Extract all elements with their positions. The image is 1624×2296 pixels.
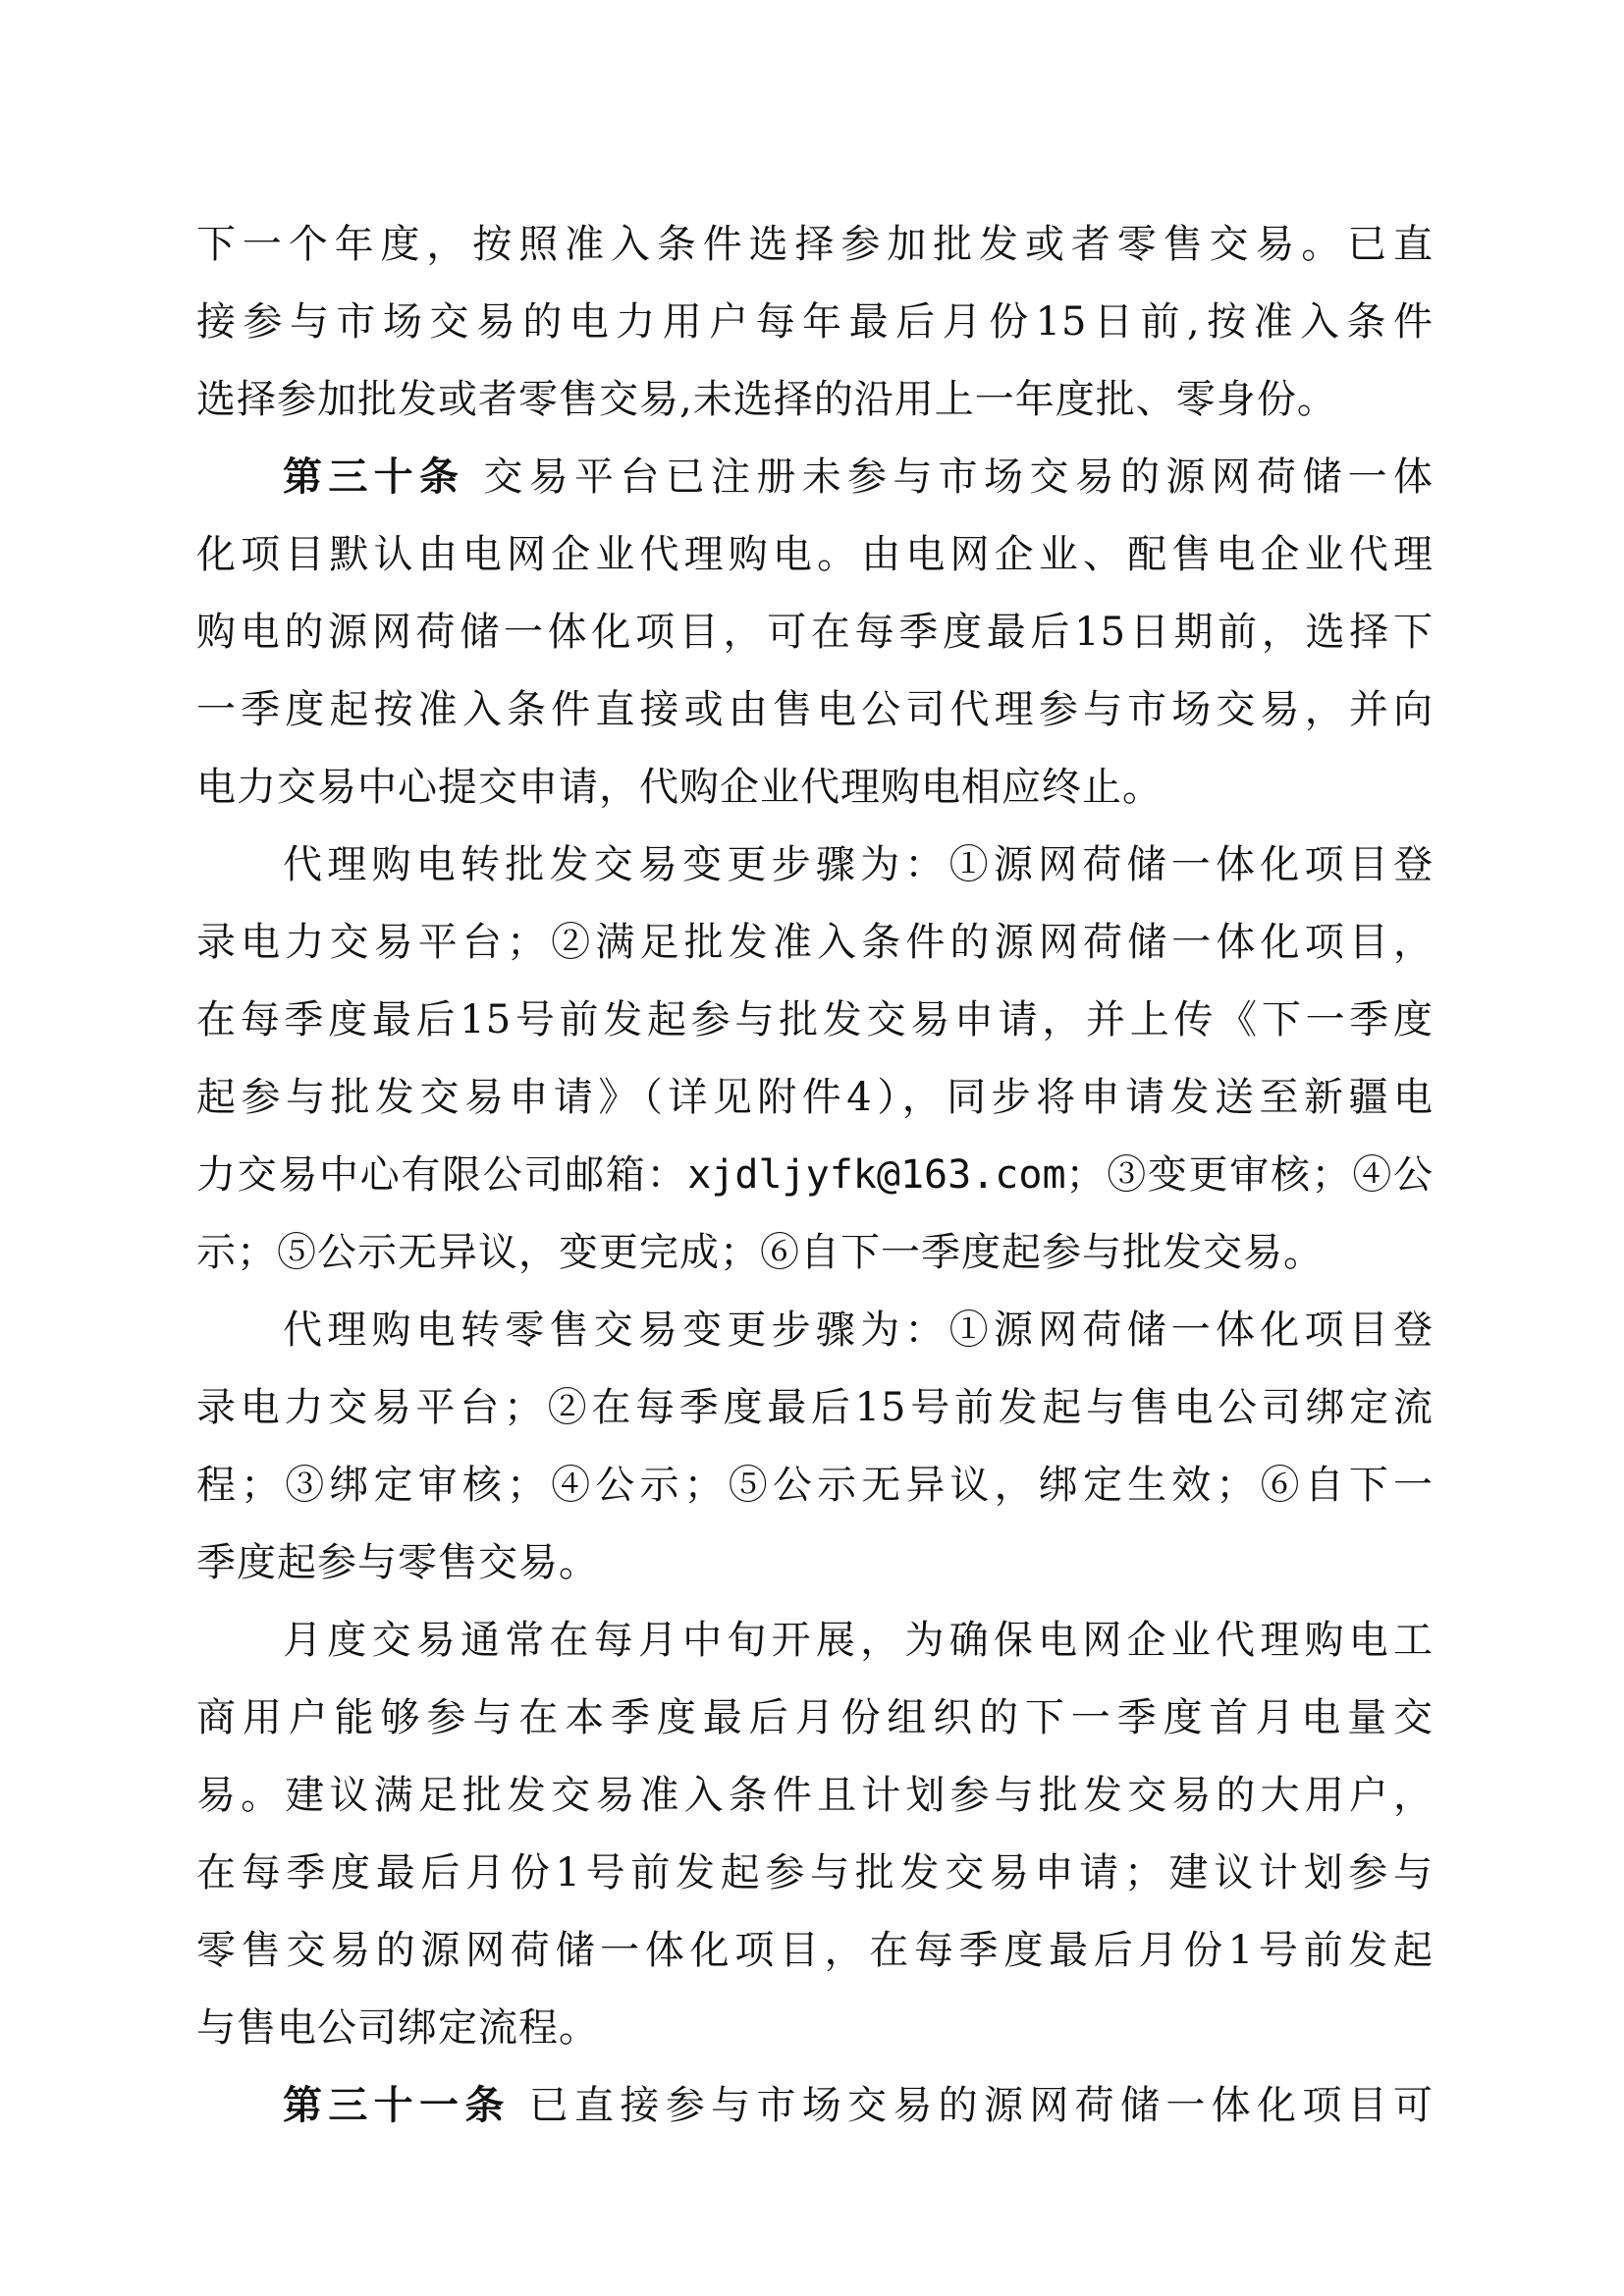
text-line [196,671,1434,749]
line-text: 已直接参与市场交易的源网荷储一体化项目可 [510,2083,1434,2128]
text-line [196,1757,1434,1835]
text-line [196,361,1434,439]
text-line [196,594,1434,671]
text-line [196,1059,1434,1137]
text-line [196,1680,1434,1757]
text-line [196,1912,1434,1990]
text-line [196,206,1434,284]
text-line [196,749,1434,827]
line-text: 购电的源网荷储一体化项目，可在每季度最后15日期前，选择下 [196,610,1434,655]
text-line [196,1835,1434,1912]
line-text: 商用户能够参与在本季度最后月份组织的下一季度首月电量交 [196,1695,1434,1740]
line-text: 接参与市场交易的电力用户每年最后月份15日前,按准入条件 [196,299,1434,345]
article-heading-31: 第三十一条 [283,2083,511,2128]
line-text: 交易平台已注册未参与市场交易的源网荷储一体 [464,454,1434,500]
line-text: 月度交易通常在每月中旬开展，为确保电网企业代理购电工 [283,1618,1434,1663]
line-text: 录电力交易平台；②满足批发准入条件的源网荷储一体化项目， [196,920,1434,965]
line-text: 选择参加批发或者零售交易,未选择的沿用上一年度批、零身份。 [196,377,1337,422]
line-text: 力交易中心有限公司邮箱： [196,1152,688,1198]
text-line [196,1214,1434,1292]
text-line [196,827,1434,904]
body-text [196,206,1434,2145]
article-heading-30: 第三十条 [283,454,465,500]
text-line [196,1524,1434,1602]
text-line [196,284,1434,361]
text-line-email [196,1137,1434,1214]
line-text: 下一个年度，按照准入条件选择参加批发或者零售交易。已直 [196,222,1434,267]
line-text: 程；③绑定审核；④公示；⑤公示无异议，绑定生效；⑥自下一 [196,1463,1434,1508]
line-text: 录电力交易平台；②在每季度最后15号前发起与售电公司绑定流 [196,1385,1434,1430]
line-text: 起参与批发交易申请》（详见附件4），同步将申请发送至新疆电 [196,1075,1434,1120]
text-line [196,1990,1434,2067]
line-text: 电力交易中心提交申请，代购企业代理购电相应终止。 [196,765,1163,810]
text-line [196,1292,1434,1369]
text-line [196,1447,1434,1524]
line-text: ；③变更审核；④公 [1065,1152,1435,1198]
text-line [196,516,1434,594]
text-line [196,1602,1434,1680]
article-30-line [196,439,1434,516]
line-text: 示；⑤公示无异议，变更完成；⑥自下一季度起参与批发交易。 [196,1230,1324,1275]
text-line [196,1369,1434,1447]
line-text: 在每季度最后月份1号前发起参与批发交易申请；建议计划参与 [196,1850,1434,1896]
email-address: xjdljyfk@163.com [687,1152,1066,1198]
line-text: 代理购电转零售交易变更步骤为：①源网荷储一体化项目登 [283,1308,1434,1353]
article-31-line [196,2067,1434,2145]
text-line [196,982,1434,1059]
line-text: 季度起参与零售交易。 [196,1540,599,1585]
line-text: 与售电公司绑定流程。 [196,2005,599,2051]
line-text: 一季度起按准入条件直接或由售电公司代理参与市场交易，并向 [196,687,1434,732]
line-text: 化项目默认由电网企业代理购电。由电网企业、配售电企业代理 [196,532,1434,577]
line-text: 在每季度最后15号前发起参与批发交易申请，并上传《下一季度 [196,997,1434,1042]
text-line [196,904,1434,982]
line-text: 易。建议满足批发交易准入条件且计划参与批发交易的大用户， [196,1773,1434,1818]
line-text: 代理购电转批发交易变更步骤为：①源网荷储一体化项目登 [283,842,1434,887]
line-text: 零售交易的源网荷储一体化项目，在每季度最后月份1号前发起 [196,1928,1434,1973]
